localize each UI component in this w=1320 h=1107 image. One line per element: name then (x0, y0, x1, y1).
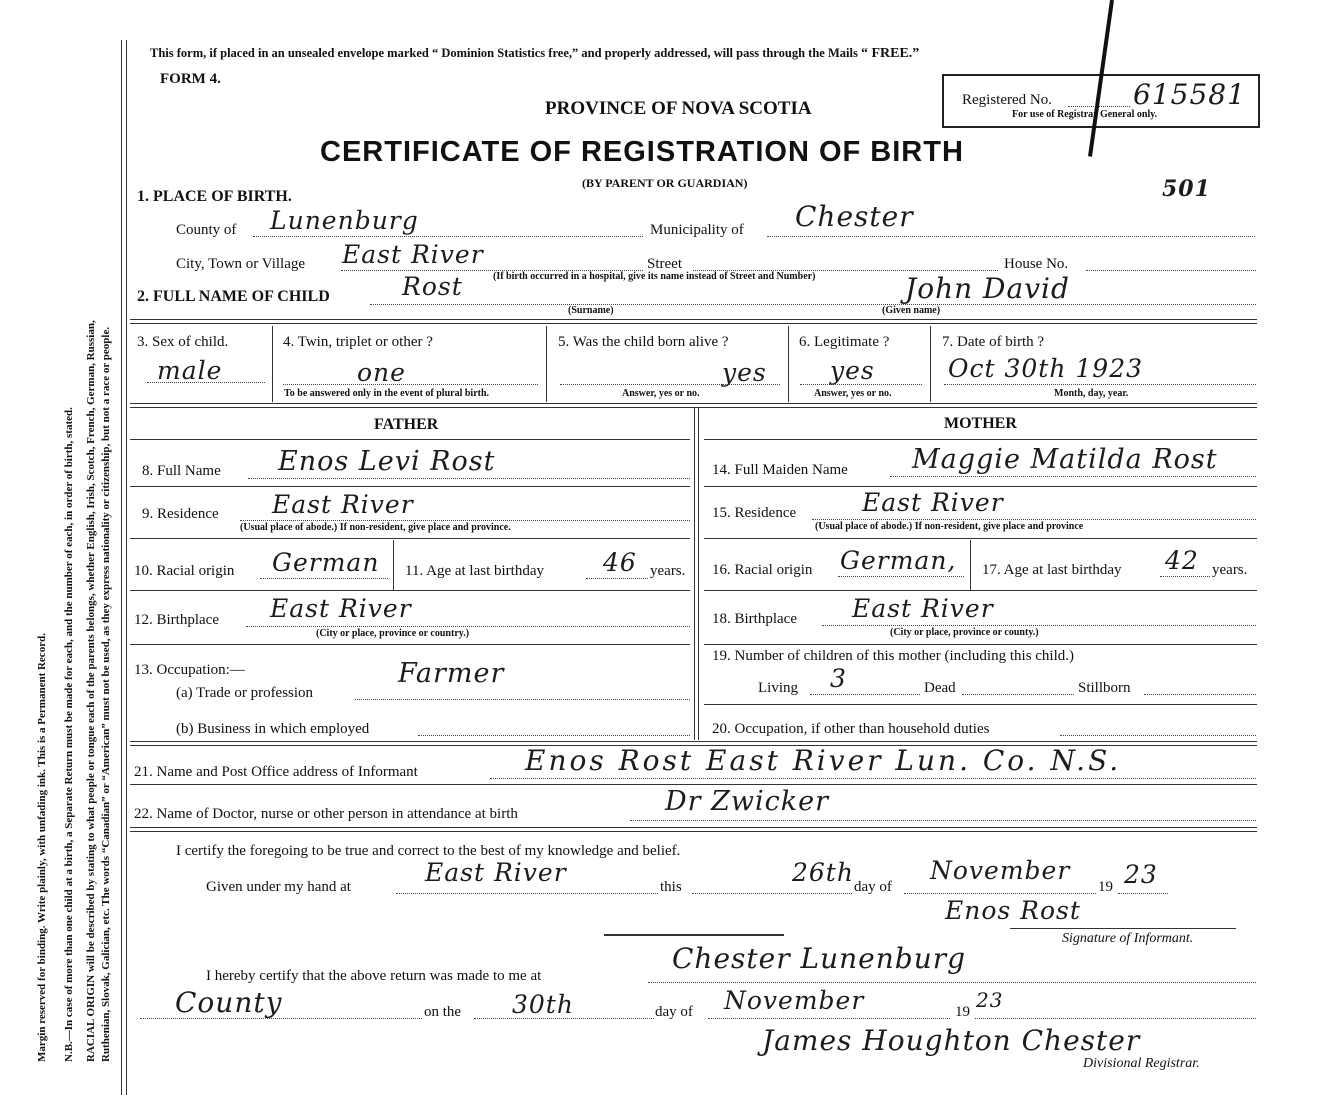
certify-statement: I certify the foregoing to be true and correct to the best of my knowledge and belief. (176, 843, 681, 859)
rule-after-doctor (130, 827, 1257, 832)
margin-note-racial-1: RACIAL ORIGIN will be described by stating to what people or tongue each of the parents belongs, whether English, Irish, Scotch, French, German, Russian, (85, 320, 97, 1062)
return-label: I hereby certify that the above return was made to me at (206, 968, 542, 984)
registered-label: Registered No. (962, 92, 1052, 108)
father-racial-label: 10. Racial origin (134, 563, 235, 579)
this-label: this (660, 879, 682, 895)
twin-note: To be answered only in the event of plural birth. (284, 388, 490, 399)
father-name-label: 8. Full Name (142, 463, 221, 479)
mother-birthplace-value: East River (852, 594, 994, 623)
certificate-title: CERTIFICATE OF REGISTRATION OF BIRTH (320, 136, 964, 168)
return-place: Chester Lunenburg (672, 942, 967, 975)
county-value: Lunenburg (270, 206, 419, 235)
return-day-of: day of (655, 1004, 693, 1020)
return-month: November (724, 986, 865, 1015)
dob-value: Oct 30th 1923 (948, 354, 1144, 383)
mother-heading: MOTHER (944, 415, 1017, 432)
alive-label: 5. Was the child born alive ? (558, 334, 729, 350)
corner-mark: 501 (1162, 176, 1211, 202)
registrar-signature: James Houghton Chester (762, 1024, 1141, 1057)
father-birthplace-label: 12. Birthplace (134, 612, 219, 628)
informant-signature: Enos Rost (945, 896, 1081, 925)
father-heading: FATHER (374, 416, 439, 433)
dob-label: 7. Date of birth ? (942, 334, 1045, 350)
registrar-caption: Divisional Registrar. (1083, 1056, 1200, 1071)
margin-note-binding: Margin reserved for binding. Write plainly, with unfading ink. This is a Permanent Record. (36, 633, 48, 1062)
house-label: House No. (1004, 256, 1069, 272)
margin-rule-1 (121, 40, 122, 1095)
return-year: 23 (976, 988, 1004, 1012)
margin-note-nb: N.B.—In case of more than one child at a birth, a Separate Return must be made for each, and the number of each, in order of birth, stated. (63, 407, 75, 1062)
father-trade-value: Farmer (398, 658, 505, 689)
legitimate-note: Answer, yes or no. (814, 388, 892, 399)
father-age-label: 11. Age at last birthday (405, 563, 544, 579)
mother-age-label: 17. Age at last birthday (982, 562, 1122, 578)
given-caption: (Given name) (882, 305, 941, 316)
informant-label: 21. Name and Post Office address of Informant (134, 764, 418, 780)
doctor-value: Dr Zwicker (665, 786, 830, 817)
hospital-note: (If birth occurred in a hospital, give its name instead of Street and Number) (493, 271, 816, 282)
father-business-label: (b) Business in which employed (176, 721, 370, 737)
sex-label: 3. Sex of child. (137, 334, 229, 350)
mother-city-note: (City or place, province or county.) (890, 627, 1039, 638)
living-label: Living (758, 680, 798, 696)
legitimate-label: 6. Legitimate ? (799, 334, 890, 350)
father-age-value: 46 (603, 548, 637, 577)
dead-label: Dead (924, 680, 956, 696)
stillborn-label: Stillborn (1078, 680, 1131, 696)
registered-number: 615581 (1133, 78, 1246, 111)
city-value: East River (342, 240, 484, 269)
father-res-value: East River (272, 490, 414, 519)
mother-racial-label: 16. Racial origin (712, 562, 813, 578)
informant-value: Enos Rost East River Lun. Co. N.S. (525, 744, 1122, 777)
mother-res-label: 15. Residence (712, 505, 797, 521)
given-day-of: day of (854, 879, 892, 895)
municipality-label: Municipality of (650, 222, 744, 238)
province-title: PROVINCE OF NOVA SCOTIA (545, 98, 812, 119)
on-the-label: on the (424, 1004, 462, 1020)
living-value: 3 (830, 664, 847, 693)
mother-birthplace-label: 18. Birthplace (712, 611, 797, 627)
rule-after-name (130, 319, 1257, 324)
doctor-label: 22. Name of Doctor, nurse or other person in attendance at birth (134, 806, 518, 822)
mother-name-label: 14. Full Maiden Name (712, 462, 848, 478)
city-label: City, Town or Village (176, 256, 306, 272)
father-abode-note: (Usual place of abode.) If non-resident, give place and province. (240, 522, 511, 533)
given-month: November (930, 856, 1071, 885)
alive-value: yes (722, 358, 767, 387)
mother-years: years. (1212, 562, 1248, 578)
legitimate-value: yes (830, 356, 875, 385)
father-birthplace-value: East River (270, 594, 412, 623)
mother-age-value: 42 (1165, 546, 1199, 575)
return-place-county: County (175, 986, 283, 1019)
father-racial-value: German (272, 548, 380, 577)
mother-name-value: Maggie Matilda Rost (912, 444, 1218, 475)
dob-note: Month, day, year. (1054, 388, 1129, 399)
parents-divider (694, 408, 699, 740)
mother-abode-note: (Usual place of abode.) If non-resident, give place and province (815, 521, 1084, 532)
father-city-note: (City or place, province or country.) (316, 628, 470, 639)
certificate-subtitle: (BY PARENT OR GUARDIAN) (582, 176, 748, 190)
twin-label: 4. Twin, triplet or other ? (283, 334, 433, 350)
mother-children-label: 19. Number of children of this mother (including this child.) (712, 648, 1075, 664)
father-trade-label: (a) Trade or profession (176, 685, 314, 701)
sex-value: male (157, 356, 223, 385)
place-heading: 1. PLACE OF BIRTH. (137, 188, 292, 205)
child-name-label: 2. FULL NAME OF CHILD (137, 288, 330, 305)
mother-res-value: East River (862, 488, 1004, 517)
given-place: East River (425, 858, 567, 887)
father-res-label: 9. Residence (142, 506, 219, 522)
return-year-prefix: 19 (955, 1004, 970, 1020)
father-occupation-label: 13. Occupation:— (134, 662, 245, 678)
given-day: 26th (792, 858, 854, 887)
child-given-name: John David (905, 272, 1070, 305)
given-year: 23 (1124, 860, 1158, 889)
twin-value: one (357, 358, 406, 387)
margin-rule-2 (126, 40, 127, 1095)
margin-note-racial-2: Ruthenian, Slovak, Galician, etc. The words “Canadian” or “American” must not be used, as they express nationality or citizenship, but not a race or people. (100, 326, 112, 1062)
given-label: Given under my hand at (206, 879, 351, 895)
mother-racial-value: German, (840, 546, 957, 575)
mother-occupation-label: 20. Occupation, if other than household duties (712, 721, 990, 737)
father-name-value: Enos Levi Rost (278, 446, 496, 477)
surname-caption: (Surname) (568, 305, 614, 316)
county-label: County of (176, 222, 237, 238)
municipality-value: Chester (795, 200, 914, 233)
father-years: years. (650, 563, 686, 579)
form-number: FORM 4. (160, 71, 221, 87)
signature-caption: Signature of Informant. (1062, 931, 1194, 946)
registrar-use-note: For use of Registrar General only. (1012, 109, 1158, 120)
alive-note: Answer, yes or no. (622, 388, 700, 399)
registrar-rule (604, 934, 784, 936)
mail-notice: This form, if placed in an unsealed envelope marked “ Dominion Statistics free,” and properly addressed, will pass through the Mails “ FREE.” (150, 46, 920, 61)
child-surname: Rost (402, 272, 463, 301)
return-day: 30th (512, 990, 574, 1019)
street-label: Street (647, 256, 682, 272)
given-year-prefix: 19 (1098, 879, 1113, 895)
